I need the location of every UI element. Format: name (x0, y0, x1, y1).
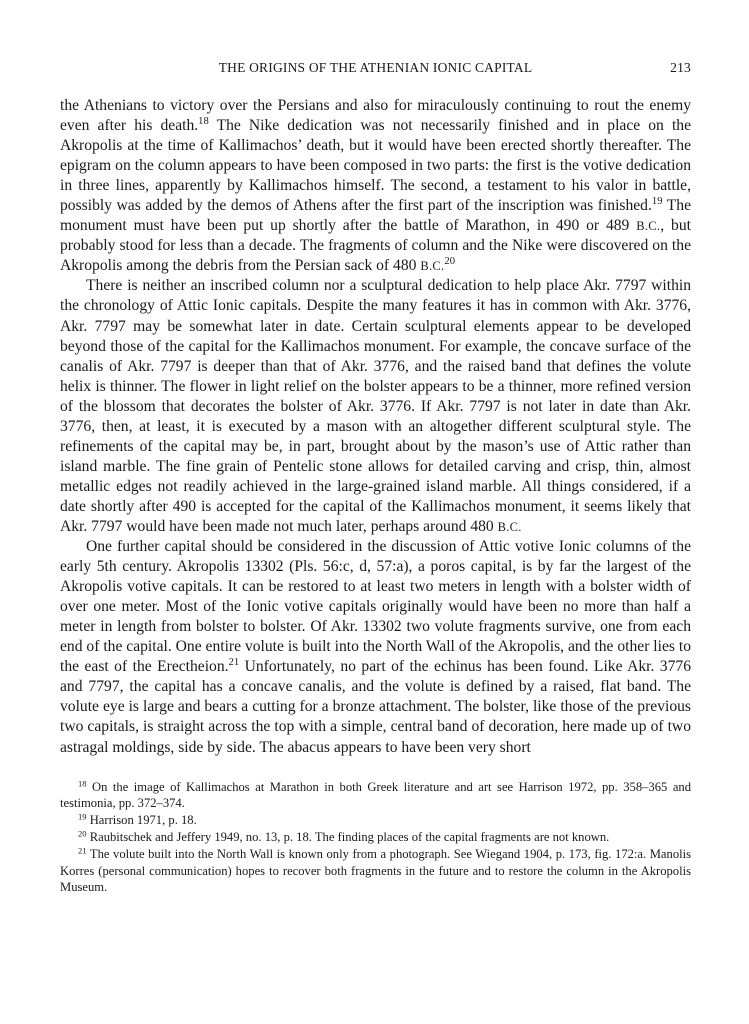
body-paragraph (60, 276, 691, 537)
footnote (60, 779, 691, 812)
text-run: The monument must have been put up shortly after the battle of Marathon, in 490 or 489 (60, 197, 691, 235)
text-run: One further capital should be considered in the discussion of Attic votive Ionic columns of the early 5th century. Akropolis 13302 (Pls. 56:c, d, 57:a), a poros capital, is by far the largest of the Akropolis votive capitals. It can be restored to at least two meters in length with a bolster width of over one meter. Most of the Ionic votive capitals originally would have been no more than half a meter in length from bolster to bolster. Of Akr. 13302 two volute fragments survive, one from each end of the capital. One entire volute is built into the North Wall of the Akropolis, and the other lies to the east of the Erectheion. (60, 538, 691, 676)
text-run: the Athenians to victory over the Persians and also for miraculously continuing to rout the enemy even after his death. (60, 97, 691, 135)
era-abbreviation: B.C. (636, 219, 661, 234)
page-number: 213 (670, 60, 691, 75)
text-run: There is neither an inscribed column nor a sculptural dedication to help place Akr. 7797 within the chronology of Attic Ionic capitals. Despite the many features it has in common with Akr. 3776, Akr. 7797 may be somewhat later in date. Certain sculptural elements appear to be developed beyond those of the capital for the Kallimachos monument. For example, the concave surface of the canalis of Akr. 7797 is deeper than that of Akr. 3776, and the raised band that defines the volute helix is thinner. The flower in light relief on the bolster appears to be a thinner, more refined version of the blossom that decorates the bolster of Akr. 3776. If Akr. 7797 is not later in date than Akr. 3776, then, at least, it is executed by a mason with an altogether different sculptural style. The refinements of the capital may be, in part, brought about by the mason’s use of Attic rather than island marble. The fine grain of Pentelic stone allows for detailed carving and crisp, thin, almost metallic edges not readily achieved in the large-grained island marble. All things considered, if a date shortly after 490 is accepted for the capital of the Kallimachos monument, it seems likely that Akr. 7797 would have been made not much later, perhaps around 480 (60, 277, 691, 535)
running-head-title: THE ORIGINS OF THE ATHENIAN IONIC CAPITAL (218, 60, 533, 75)
footnote-ref: 20 (444, 256, 455, 268)
footnotes (60, 779, 691, 896)
footnote (60, 812, 691, 829)
footnote-number: 20 (78, 828, 87, 839)
footnote-text: The volute built into the North Wall is known only from a photograph. See Wiegand 1904, p. 173, fig. 172:a. Manolis Korres (personal communication) hopes to recover both fragments in the future and to restore the column in the Akropolis Museum. (60, 847, 692, 895)
text-run: Unfortunately, no part of the echinus has been found. Like Akr. 3776 and 7797, the capital has a concave canalis, and the volute is defined by a raised, flat band. The volute eye is large and bears a cutting for a bronze attachment. The bolster, like those of the previous two capitals, is straight across the top with a simple, central band of decoration, here made up of two astragal moldings, side by side. The abacus appears to have been very short (60, 658, 691, 756)
era-abbreviation: B.C. (497, 519, 522, 534)
footnote-ref: 21 (228, 657, 240, 669)
footnote (60, 846, 691, 896)
text-run: , but probably stood for less than a decade. The fragments of column and the Nike were discovered on the Akropolis among the debris from the Persian sack of 480 (60, 217, 691, 275)
footnote (60, 829, 691, 846)
footnote-text: Harrison 1971, p. 18. (89, 813, 197, 828)
footnote-text: Raubitschek and Jeffery 1949, no. 13, p. 18. The finding places of the capital fragments are not known. (89, 830, 610, 845)
era-abbreviation: B.C. (420, 259, 445, 274)
footnote-number: 19 (78, 811, 87, 822)
footnote-ref: 18 (198, 116, 209, 128)
text-run: The Nike dedication was not necessarily finished and in place on the Akropolis at the time of Kallimachos’ death, but it would have been erected shortly thereafter. The epigram on the column appears to have been composed in two parts: the first is the votive dedication in three lines, apparently by Kallimachos himself. The second, a testament to his valor in battle, possibly was added by the demos of Athens after the first part of the inscription was finished. (60, 117, 691, 215)
page (60, 0, 691, 896)
body-paragraph (60, 96, 691, 276)
footnote-ref: 19 (651, 196, 663, 208)
footnote-text: On the image of Kallimachos at Marathon in both Greek literature and art see Harrison 1972, pp. 358–365 and testimonia, pp. 372–374. (60, 779, 691, 811)
footnote-number: 21 (78, 845, 87, 856)
body-paragraph (60, 537, 691, 758)
running-head (60, 60, 691, 84)
body-text (60, 96, 691, 758)
footnote-number: 18 (78, 777, 87, 788)
